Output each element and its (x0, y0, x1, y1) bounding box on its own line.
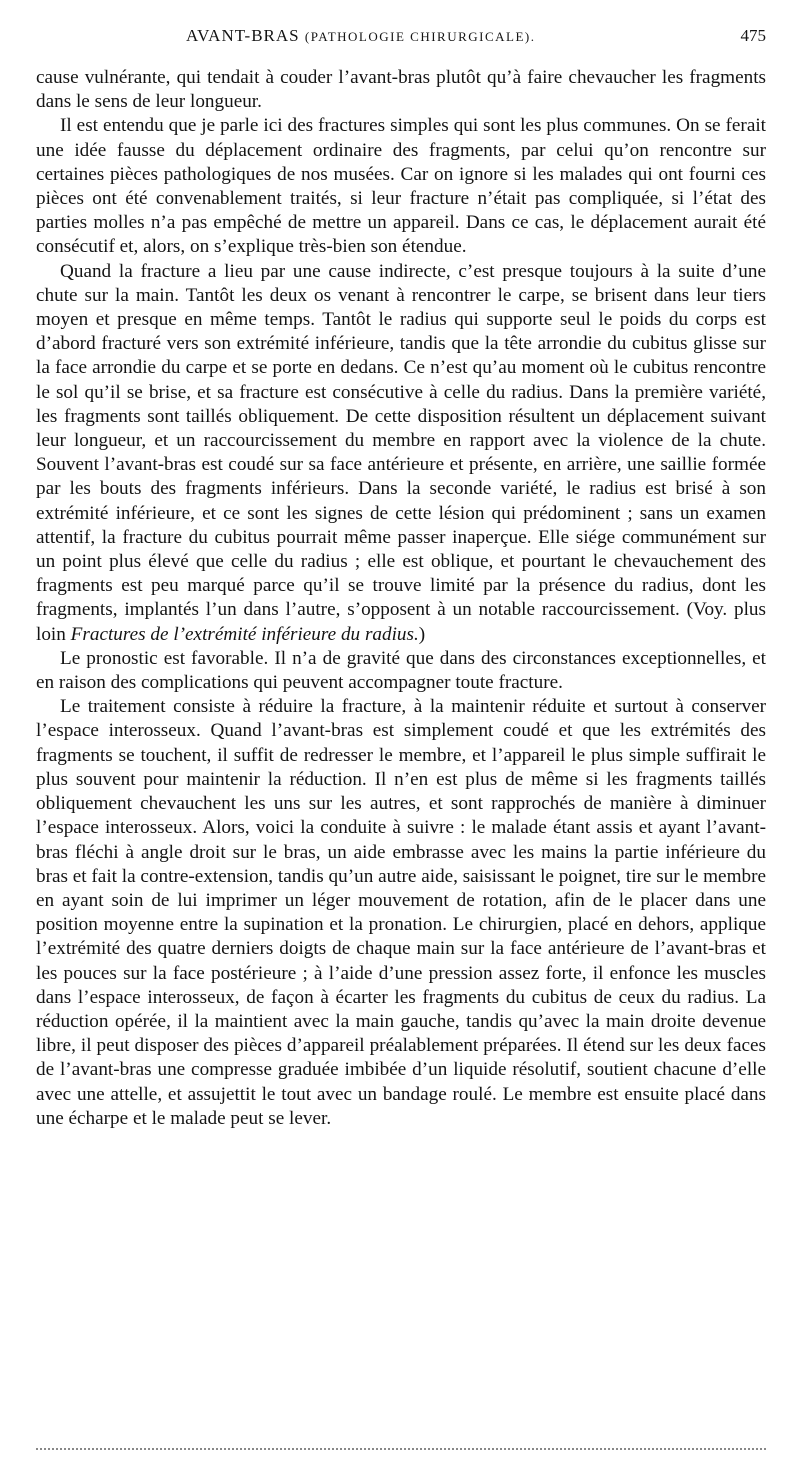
paragraph-3-text: Quand la fracture a lieu par une cause indirecte, c’est presque toujours à la suite d’une chute sur la main. Tantôt les deux os venant à rencontrer le carpe, se brisent dans leur tiers moyen et presque en même temps. Tantôt le radius qui supporte seul le poids du corps est d’abord fracturé vers son extrémité inférieure, tandis que la tête arrondie du cubitus glisse sur la face arrondie du carpe et se porte en dedans. Ce n’est qu’au moment où le cubitus rencontre le sol qu’il se brise, et sa fracture est consécutive à celle du radius. Dans la première variété, les fragments sont taillés obliquement. De cette disposition résultent un déplacement suivant leur longueur, et un raccourcissement du membre en rapport avec la violence de la chute. Souvent l’avant-bras est coudé sur sa face antérieure et présente, en arrière, une saillie formée par les bouts des fragments inférieurs. Dans la seconde variété, le radius est brisé à son extrémité inférieure, et ce sont les signes de cette lésion qui prédominent ; sans un examen attentif, la fracture du cubitus pourrait même passer inaperçue. Elle siége communément sur un point plus élevé que celle du radius ; elle est oblique, et pourtant le chevauchement des fragments est peu marqué parce qu’il se trouve limité par la présence du radius, dont les fragments, implantés l’un dans l’autre, s’opposent à un notable raccourcissement. (Voy. plus loin (36, 260, 766, 645)
paragraph-3-italic-reference: Fractures de l’extrémité inférieure du radius. (70, 623, 419, 645)
running-head-title (186, 26, 536, 46)
paragraph-3 (36, 260, 766, 647)
body-text (36, 66, 766, 1131)
running-head (36, 26, 766, 52)
paragraph-1-text: cause vulnérante, qui tendait à couder l’avant-bras plutôt qu’à faire chevaucher les fragments dans le sens de leur longueur. (36, 67, 766, 113)
paragraph-5 (36, 695, 766, 1131)
page-number: 475 (740, 26, 766, 45)
paragraph-2-text: Il est entendu que je parle ici des fractures simples qui sont les plus communes. On se ferait une idée fausse du déplacement ordinaire des fragments, par celui qu’on rencontre sur certaines pièces pathologiques de nos musées. Car on ignore si les malades qui ont fourni ces pièces ont été convenablement traités, si leur fracture n’était pas compliquée, si l’état des parties molles n’a pas empêché de mettre un appareil. Dans ce cas, le déplacement aurait été consécutif et, alors, on s’explique très-bien son étendue. (36, 115, 766, 258)
running-head-main: AVANT-BRAS (186, 26, 300, 45)
paragraph-2 (36, 114, 766, 259)
paragraph-5-text: Le traitement consiste à réduire la fracture, à la maintenir réduite et surtout à conserver l’espace interosseux. Quand l’avant-bras est simplement coudé et que les extrémités des fragments se touchent, il suffit de redresser le membre, et l’appareil le plus simple suffirait le plus souvent pour maintenir la réduction. Il n’en est plus de même si les fragments taillés obliquement chevauchent les uns sur les autres, et sont rapprochés de manière à diminuer l’espace interosseux. Alors, voici la conduite à suivre : le malade étant assis et ayant l’avant-bras fléchi à angle droit sur le bras, un aide embrasse avec les mains la partie inférieure du bras et fait la contre-extension, tandis qu’un autre aide, saisissant le poignet, tire sur le membre en ayant soin de lui imprimer un léger mouvement de rotation, afin de le placer dans une position moyenne entre la supination et la pronation. Le chirurgien, placé en dehors, applique l’extrémité des quatre derniers doigts de chaque main sur la face antérieure de l’avant-bras et les pouces sur la face postérieure ; à l’aide d’une pression assez forte, il enfonce les muscles dans l’espace interosseux, de façon à écarter les fragments du cubitus de ceux du radius. La réduction opérée, il la maintient avec la main gauche, tandis qu’avec la main droite devenue libre, il peut disposer des pièces d’appareil préalablement préparées. Il étend sur les deux faces de l’avant-bras une compresse graduée imbibée d’un liquide résolutif, soutient chacune d’elle avec une attelle, et assujettit le tout avec un bandage roulé. Le membre est ensuite placé dans une écharpe et le malade peut se lever. (36, 696, 766, 1129)
book-page (36, 26, 766, 1131)
paragraph-3-closing: ) (418, 623, 426, 645)
running-head-subtitle: (PATHOLOGIE CHIRURGICALE). (304, 29, 536, 44)
paragraph-1 (36, 66, 766, 114)
bottom-rule (36, 1448, 766, 1450)
paragraph-4-text: Le pronostic est favorable. Il n’a de gravité que dans des circonstances exceptionnelles, et en raison des complications qui peuvent accompagner toute fracture. (36, 647, 766, 694)
paragraph-4 (36, 647, 766, 695)
